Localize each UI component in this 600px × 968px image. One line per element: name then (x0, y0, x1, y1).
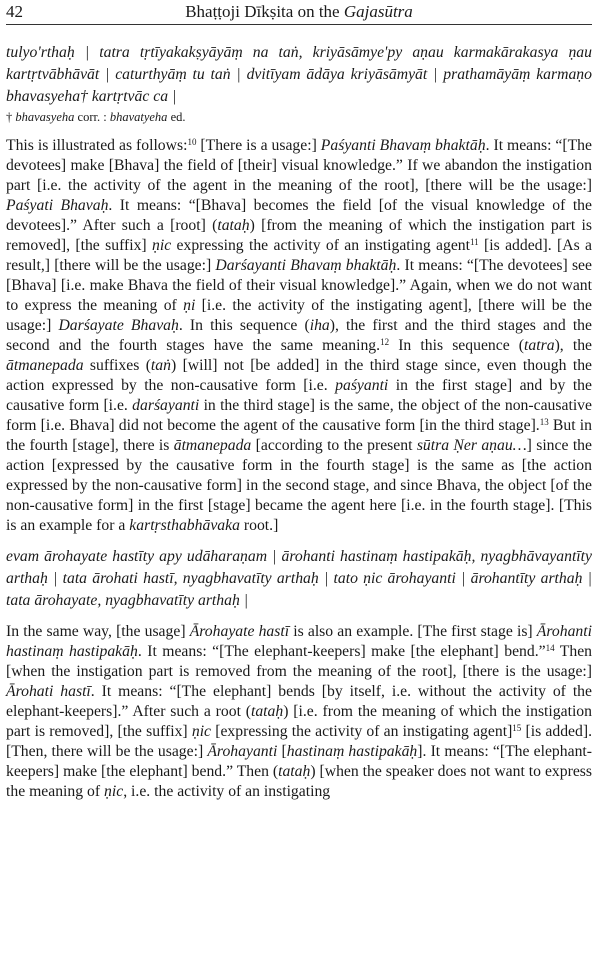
footnote-ref: 10 (187, 137, 197, 147)
italic-term: ātmanepada (6, 357, 84, 374)
text-run: in the third stage] is the same, the object of the non-causative form [i.e. Bhava] did not become the agent of the causative form [in the third stage]. (6, 397, 592, 434)
text-run: [according to the present (251, 437, 417, 454)
text-run: . It means: “[The elephant-keepers] make [the elephant] bend.” (137, 643, 546, 660)
italic-term: tataḥ (217, 217, 250, 234)
text-run: ) [will] not [be added] in the third stage since, even though the action expressed by the non-causative form [i.e. (6, 357, 593, 394)
note-reading: bhavasyeha (15, 110, 75, 124)
page-header (6, 2, 592, 24)
italic-term: ṇic (104, 783, 124, 800)
text-run: . It means: “[The devotees] make [Bhava] the field of [their] visual knowledge.” If we abandon the instigation part [i.e. the activity of the agent in the meaning of the root], [there will be the usage:] (6, 137, 592, 194)
footnote-ref: 13 (539, 417, 549, 427)
text-run: . It means: “[The elephant] bends [by itself, i.e. without the activity of the elephant-keepers].” After such a root ( (6, 683, 592, 720)
italic-term: kartṛsthabhāvaka (129, 517, 240, 534)
header-rule (6, 24, 592, 25)
italic-term: darśayanti (132, 397, 200, 414)
text-run: ), the (554, 337, 593, 354)
italic-term: ṇic (152, 237, 172, 254)
footnote-ref: 11 (470, 237, 479, 247)
text-run: . In this sequence ( (178, 317, 310, 334)
italic-term: ṇic (191, 723, 212, 740)
page-body (6, 42, 592, 802)
italic-term: tatra (524, 337, 555, 354)
italic-term: iha (309, 317, 330, 334)
italic-term: ātmanepada (173, 437, 252, 454)
italic-term: paśyanti (335, 377, 389, 394)
text-run: [is added]. [Then, there will be the usage:] (6, 723, 592, 760)
translation-paragraph-2 (6, 622, 592, 802)
text-run: . It means: “[The devotees] see [Bhava] [i.e. make Bhava the field of their visual knowledge].” Again, when we do not want to express the meaning of (6, 257, 592, 314)
italic-term: hastinaṃ hastipakāḥ (286, 743, 418, 760)
italic-term: Ārohanti hastinaṃ hastipakāḥ (6, 623, 592, 660)
text-run: In the same way, [the usage] (6, 623, 190, 640)
italic-term: Ārohayanti (207, 743, 278, 760)
italic-term: taṅ (150, 357, 171, 374)
italic-term: tataḥ (250, 703, 284, 720)
text-run: This is illustrated as follows: (6, 137, 188, 154)
text-run: , i.e. the activity of an instigating (123, 783, 331, 800)
textual-note (6, 109, 592, 126)
running-head (6, 2, 592, 22)
text-run: ), the first and the third stages and the second and the fourth stages have the same meaning. (6, 317, 592, 354)
text-run: But in the fourth [stage], there is (6, 417, 592, 454)
italic-term: Paśyanti Bhavaṃ bhaktāḥ (320, 137, 486, 154)
text-run: ) [when the speaker does not want to express the meaning of (6, 763, 593, 800)
text-run: . It means: “[Bhava] becomes the field [of the visual knowledge of the devotees].” After such a [root] ( (6, 197, 592, 234)
footnote-ref: 12 (380, 337, 390, 347)
italic-term: Ārohayate hastī (189, 623, 290, 640)
text-run: [expressing the activity of an instigating agent] (211, 723, 513, 740)
italic-term: sūtra Ṇer aṇau… (416, 437, 527, 454)
text-run: [is added]. [As a result,] [there will be the usage:] (6, 237, 592, 274)
text-run: ) [from the meaning of which the instigation part is removed], [the suffix] (6, 217, 592, 254)
text-run: [There is a usage:] (196, 137, 321, 154)
text-run: is also an example. [The first stage is] (289, 623, 537, 640)
footnote-ref: 14 (545, 643, 555, 653)
text-run: ] since the action [expressed by the causative form in the fourth stage] is the same as [the action expressed by the non-causative form] in the second stage, and since Bhava, the object [of the non-causative form] in the first [stage] became the agent here [i.e. in the fourth stage]. [This is an example for a (6, 437, 592, 534)
italic-term: tataḥ (278, 763, 311, 780)
italic-term: ṇi (183, 297, 196, 314)
note-ed-label: ed. (167, 110, 186, 124)
italic-term: Darśayanti Bhavaṃ bhaktāḥ (215, 257, 397, 274)
note-corr-label: corr. : (74, 110, 110, 124)
text-run: expressing the activity of an instigating agent (171, 237, 471, 254)
text-run: in the first stage] and by the causative form [i.e. (6, 377, 592, 414)
text-run: ]. It means: “[The elephant-keepers] make [the elephant] bend.” Then ( (6, 743, 592, 780)
page-number: 42 (6, 2, 23, 21)
sanskrit-passage-2: evam ārohayate hastīty apy udāharaṇam | ārohanti hastinaṃ hastipakāḥ, nyagbhāvayantīty arthaḥ | tata ārohati hastī, nyagbhavatīty arthaḥ | tato ṇic ārohayanti | ārohantīty arthaḥ | tata ārohayate, nyagbhavatīty arthaḥ | (6, 548, 592, 609)
text-run: [i.e. the activity of the instigating agent], [there will be the usage:] (6, 297, 592, 334)
italic-term: Darśayate Bhavaḥ (58, 317, 179, 334)
text-run: Then [when the instigation part is removed from the meaning of the root], [there is the usage:] (6, 643, 593, 680)
translation-paragraph-1 (6, 136, 592, 536)
dagger-mark: † (6, 110, 16, 124)
text-run: suffixes ( (83, 357, 151, 374)
text-run: ) [i.e. from the meaning of which the instigation part is removed], [the suffix] (6, 703, 592, 740)
italic-term: Paśyati Bhavaḥ (6, 197, 109, 214)
text-run: In this sequence ( (389, 337, 525, 354)
note-variant: bhavatyeha (109, 110, 168, 124)
italic-term: Ārohati hastī (6, 683, 91, 700)
running-head-italic-title: Gajasūtra (343, 2, 413, 21)
footnote-ref: 15 (512, 723, 522, 733)
text-run: root.] (239, 517, 279, 534)
text-run: [ (277, 743, 287, 760)
running-head-title: Bhaṭṭoji Dīkṣita on the (185, 2, 344, 21)
sanskrit-passage-1: tulyo'rthaḥ | tatra tṛtīyakakṣyāyāṃ na taṅ, kriyāsāmye'py aṇau karmakārakasya ṇau kartṛtvābhāvāt | caturthyāṃ tu taṅ | dvitīyam ādāya kriyāsāmyāt | prathamāyāṃ karmaṇo bhavasyeha† kartṛtvāc ca | (6, 44, 592, 105)
